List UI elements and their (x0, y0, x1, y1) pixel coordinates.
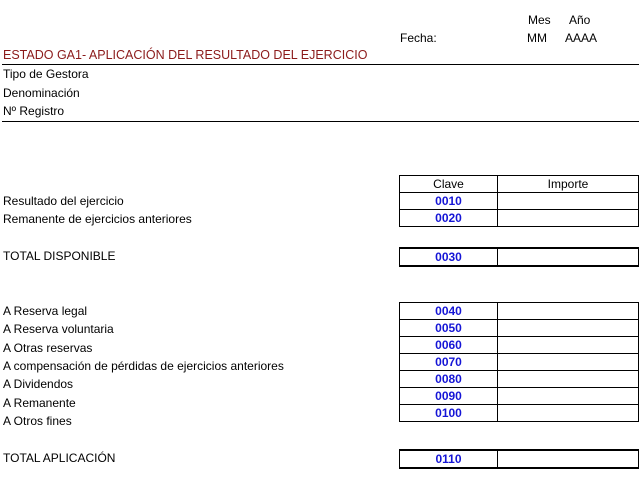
section1-table (399, 175, 639, 227)
mes-value: MM (527, 31, 547, 45)
mes-label: Mes (528, 13, 551, 27)
table-row (400, 337, 639, 354)
table-header-row (400, 176, 639, 193)
importe-cell[interactable] (498, 450, 639, 468)
anio-value: AAAA (565, 31, 598, 45)
label-total-aplicacion: TOTAL APLICACIÓN (3, 451, 116, 465)
clave-cell: 0010 (400, 193, 498, 210)
info-underline (2, 121, 639, 122)
importe-cell[interactable] (498, 405, 639, 422)
clave-cell: 0020 (400, 210, 498, 227)
total-aplicacion-table (399, 449, 639, 469)
importe-cell[interactable] (498, 248, 639, 266)
clave-cell: 0080 (400, 371, 498, 388)
table-row (400, 210, 639, 227)
label-reserva-voluntaria: A Reserva voluntaria (3, 322, 114, 336)
field-tipo-gestora: Tipo de Gestora (3, 67, 89, 81)
total-disponible-table (399, 247, 639, 267)
table-row (400, 303, 639, 320)
clave-cell: 0060 (400, 337, 498, 354)
clave-cell: 0100 (400, 405, 498, 422)
label-compensacion-perdidas: A compensación de pérdidas de ejercicios anteriores (3, 359, 284, 373)
importe-header: Importe (498, 176, 639, 193)
label-reserva-legal: A Reserva legal (3, 304, 88, 318)
clave-cell: 0040 (400, 303, 498, 320)
importe-cell[interactable] (498, 388, 639, 405)
table-row (400, 193, 639, 210)
field-registro: Nº Registro (3, 104, 65, 118)
table-row (400, 320, 639, 337)
clave-cell: 0030 (400, 248, 498, 266)
label-remanente: A Remanente (3, 396, 76, 410)
label-otros-fines: A Otros fines (3, 414, 72, 428)
fecha-label: Fecha: (400, 31, 437, 45)
field-denominacion: Denominación (3, 86, 80, 100)
importe-cell[interactable] (498, 210, 639, 227)
section2-table (399, 302, 639, 422)
clave-cell: 0050 (400, 320, 498, 337)
clave-header: Clave (400, 176, 498, 193)
clave-cell: 0110 (400, 450, 498, 468)
document-title: ESTADO GA1- APLICACIÓN DEL RESULTADO DEL EJERCICIO (3, 48, 368, 62)
title-underline (2, 64, 639, 65)
importe-cell[interactable] (498, 193, 639, 210)
table-row (400, 450, 639, 468)
importe-cell[interactable] (498, 320, 639, 337)
clave-cell: 0070 (400, 354, 498, 371)
table-row (400, 371, 639, 388)
label-dividendos: A Dividendos (3, 377, 74, 391)
clave-cell: 0090 (400, 388, 498, 405)
table-row (400, 388, 639, 405)
label-remanente-anteriores: Remanente de ejercicios anteriores (3, 212, 192, 226)
table-row (400, 248, 639, 266)
importe-cell[interactable] (498, 337, 639, 354)
anio-label: Año (569, 13, 591, 27)
label-resultado-ejercicio: Resultado del ejercicio (3, 194, 124, 208)
importe-cell[interactable] (498, 354, 639, 371)
importe-cell[interactable] (498, 303, 639, 320)
label-total-disponible: TOTAL DISPONIBLE (3, 249, 116, 263)
table-row (400, 354, 639, 371)
label-otras-reservas: A Otras reservas (3, 341, 93, 355)
table-row (400, 405, 639, 422)
importe-cell[interactable] (498, 371, 639, 388)
